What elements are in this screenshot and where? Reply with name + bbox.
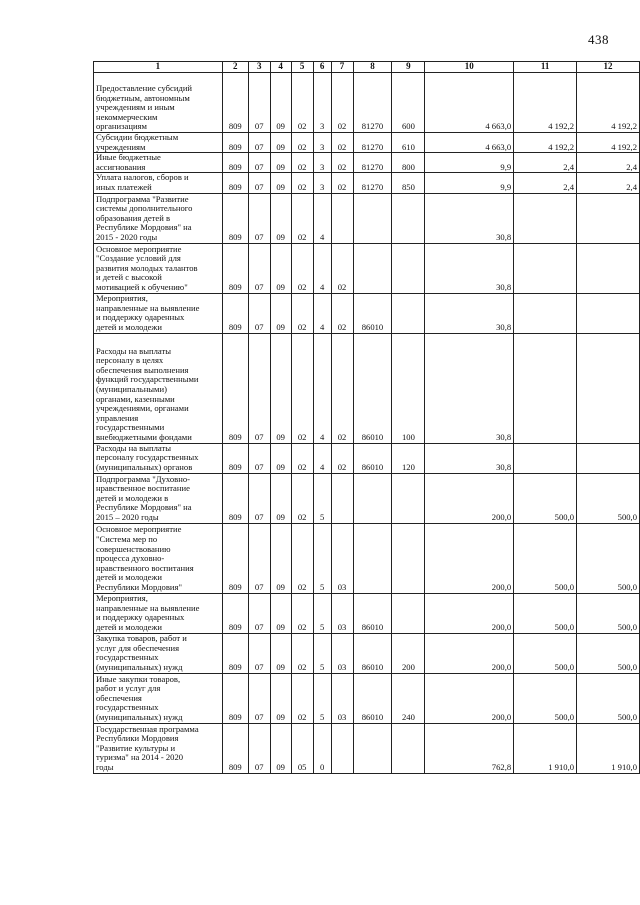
program-cell: 02 — [291, 153, 313, 173]
column-header: 2 — [222, 62, 248, 73]
table-row — [94, 173, 640, 193]
activity-cell — [331, 723, 353, 773]
table-row — [94, 593, 640, 633]
subsection-cell: 09 — [270, 673, 291, 723]
amount-cell: 500,0 — [577, 523, 640, 593]
activity-cell: 02 — [331, 293, 353, 333]
direction-cell: 86010 — [353, 293, 392, 333]
column-header: 6 — [313, 62, 331, 73]
amount-cell: 4 192,2 — [514, 73, 577, 133]
program-cell: 02 — [291, 193, 313, 243]
section-cell: 07 — [248, 673, 270, 723]
program-cell: 02 — [291, 333, 313, 443]
amount-cell: 762,8 — [425, 723, 514, 773]
section-cell: 07 — [248, 473, 270, 523]
section-cell: 07 — [248, 73, 270, 133]
expense-type-cell — [392, 293, 425, 333]
amount-cell: 2,4 — [577, 173, 640, 193]
amount-cell: 500,0 — [514, 593, 577, 633]
program-cell: 02 — [291, 173, 313, 193]
subprogram-cell: 4 — [313, 293, 331, 333]
direction-cell: 81270 — [353, 153, 392, 173]
amount-cell — [514, 333, 577, 443]
amount-cell: 500,0 — [577, 673, 640, 723]
expense-type-cell — [392, 523, 425, 593]
section-cell: 07 — [248, 443, 270, 473]
expense-type-cell — [392, 243, 425, 293]
amount-cell — [514, 243, 577, 293]
amount-cell: 200,0 — [425, 673, 514, 723]
section-cell: 07 — [248, 243, 270, 293]
code-cell: 809 — [222, 473, 248, 523]
section-cell: 07 — [248, 153, 270, 173]
item-name-cell: Иные бюджетные ассигнования — [94, 153, 223, 173]
amount-cell — [514, 443, 577, 473]
table-row — [94, 333, 640, 443]
subprogram-cell: 0 — [313, 723, 331, 773]
direction-cell: 86010 — [353, 633, 392, 673]
code-cell: 809 — [222, 73, 248, 133]
amount-cell: 500,0 — [514, 673, 577, 723]
amount-cell: 500,0 — [577, 473, 640, 523]
amount-cell: 1 910,0 — [577, 723, 640, 773]
amount-cell: 30,8 — [425, 243, 514, 293]
direction-cell: 81270 — [353, 133, 392, 153]
amount-cell — [514, 193, 577, 243]
subprogram-cell: 5 — [313, 633, 331, 673]
direction-cell — [353, 473, 392, 523]
table-header-row — [94, 62, 640, 73]
subprogram-cell: 5 — [313, 673, 331, 723]
program-cell: 02 — [291, 593, 313, 633]
code-cell: 809 — [222, 633, 248, 673]
subsection-cell: 09 — [270, 593, 291, 633]
subprogram-cell: 4 — [313, 193, 331, 243]
amount-cell: 200,0 — [425, 473, 514, 523]
direction-cell: 81270 — [353, 173, 392, 193]
code-cell: 809 — [222, 153, 248, 173]
item-name-cell: Основное мероприятие "Система мер по совершенствованию процесса духовно- нравственного воспитания детей и молодежи Республики Мордовия" — [94, 523, 223, 593]
program-cell: 02 — [291, 243, 313, 293]
table-row — [94, 633, 640, 673]
program-cell: 02 — [291, 443, 313, 473]
expense-type-cell: 850 — [392, 173, 425, 193]
activity-cell — [331, 473, 353, 523]
column-header: 11 — [514, 62, 577, 73]
subsection-cell: 09 — [270, 193, 291, 243]
section-cell: 07 — [248, 193, 270, 243]
activity-cell: 03 — [331, 673, 353, 723]
code-cell: 809 — [222, 523, 248, 593]
direction-cell — [353, 243, 392, 293]
column-header: 12 — [577, 62, 640, 73]
table-body — [94, 73, 640, 774]
budget-table — [93, 61, 640, 774]
subsection-cell: 09 — [270, 723, 291, 773]
direction-cell — [353, 193, 392, 243]
amount-cell: 30,8 — [425, 193, 514, 243]
code-cell: 809 — [222, 133, 248, 153]
amount-cell: 200,0 — [425, 633, 514, 673]
subsection-cell: 09 — [270, 73, 291, 133]
program-cell: 02 — [291, 293, 313, 333]
activity-cell: 02 — [331, 153, 353, 173]
section-cell: 07 — [248, 293, 270, 333]
section-cell: 07 — [248, 333, 270, 443]
expense-type-cell: 610 — [392, 133, 425, 153]
expense-type-cell: 600 — [392, 73, 425, 133]
item-name-cell: Подпрограмма "Развитие системы дополнительного образования детей в Республике Мордовия" на 2015 - 2020 годы — [94, 193, 223, 243]
item-name-cell: Мероприятия, направленные на выявление и поддержку одаренных детей и молодежи — [94, 593, 223, 633]
table-row — [94, 73, 640, 133]
item-name-cell: Мероприятия, направленные на выявление и поддержку одаренных детей и молодежи — [94, 293, 223, 333]
column-header: 4 — [270, 62, 291, 73]
amount-cell: 500,0 — [577, 593, 640, 633]
expense-type-cell — [392, 593, 425, 633]
subprogram-cell: 5 — [313, 523, 331, 593]
subsection-cell: 09 — [270, 333, 291, 443]
subprogram-cell: 4 — [313, 443, 331, 473]
code-cell: 809 — [222, 593, 248, 633]
amount-cell: 9,9 — [425, 173, 514, 193]
expense-type-cell: 100 — [392, 333, 425, 443]
amount-cell — [577, 333, 640, 443]
activity-cell: 02 — [331, 73, 353, 133]
amount-cell: 4 192,2 — [514, 133, 577, 153]
expense-type-cell: 240 — [392, 673, 425, 723]
amount-cell: 500,0 — [514, 473, 577, 523]
section-cell: 07 — [248, 593, 270, 633]
table-row — [94, 153, 640, 173]
amount-cell: 200,0 — [425, 593, 514, 633]
column-header: 1 — [94, 62, 223, 73]
program-cell: 02 — [291, 523, 313, 593]
amount-cell — [577, 243, 640, 293]
program-cell: 02 — [291, 73, 313, 133]
item-name-cell: Подпрограмма "Духовно- нравственное воспитание детей и молодежи в Республике Мордовия" на 2015 – 2020 годы — [94, 473, 223, 523]
amount-cell — [577, 193, 640, 243]
amount-cell: 500,0 — [514, 523, 577, 593]
subsection-cell: 09 — [270, 473, 291, 523]
code-cell: 809 — [222, 243, 248, 293]
item-name-cell: Расходы на выплаты персоналу государственных (муниципальных) органов — [94, 443, 223, 473]
column-header: 8 — [353, 62, 392, 73]
program-cell: 02 — [291, 673, 313, 723]
subprogram-cell: 3 — [313, 73, 331, 133]
direction-cell: 86010 — [353, 333, 392, 443]
activity-cell: 02 — [331, 133, 353, 153]
subprogram-cell: 4 — [313, 333, 331, 443]
amount-cell: 2,4 — [577, 153, 640, 173]
subprogram-cell: 5 — [313, 593, 331, 633]
code-cell: 809 — [222, 173, 248, 193]
item-name-cell: Иные закупки товаров, работ и услуг для обеспечения государственных (муниципальных) нужд — [94, 673, 223, 723]
page-number: 438 — [588, 32, 609, 47]
subsection-cell: 09 — [270, 443, 291, 473]
expense-type-cell — [392, 193, 425, 243]
expense-type-cell: 120 — [392, 443, 425, 473]
expense-type-cell: 200 — [392, 633, 425, 673]
amount-cell: 500,0 — [577, 633, 640, 673]
code-cell: 809 — [222, 193, 248, 243]
item-name-cell: Субсидии бюджетным учреждениям — [94, 133, 223, 153]
amount-cell: 4 192,2 — [577, 73, 640, 133]
item-name-cell: Государственная программа Республики Мордовия "Развитие культуры и туризма" на 2014 - 2020 годы — [94, 723, 223, 773]
subsection-cell: 09 — [270, 173, 291, 193]
direction-cell: 86010 — [353, 673, 392, 723]
column-header: 10 — [425, 62, 514, 73]
subsection-cell: 09 — [270, 523, 291, 593]
expense-type-cell — [392, 473, 425, 523]
program-cell: 02 — [291, 473, 313, 523]
column-header: 7 — [331, 62, 353, 73]
item-name-cell: Основное мероприятие "Создание условий для развития молодых талантов и детей с высокой мотивацией к обучению" — [94, 243, 223, 293]
amount-cell: 2,4 — [514, 173, 577, 193]
section-cell: 07 — [248, 723, 270, 773]
subsection-cell: 09 — [270, 133, 291, 153]
activity-cell — [331, 193, 353, 243]
amount-cell: 200,0 — [425, 523, 514, 593]
subsection-cell: 09 — [270, 153, 291, 173]
table-row — [94, 523, 640, 593]
section-cell: 07 — [248, 633, 270, 673]
table-row — [94, 673, 640, 723]
amount-cell — [514, 293, 577, 333]
code-cell: 809 — [222, 673, 248, 723]
direction-cell — [353, 523, 392, 593]
amount-cell: 9,9 — [425, 153, 514, 173]
activity-cell: 03 — [331, 523, 353, 593]
subsection-cell: 09 — [270, 243, 291, 293]
section-cell: 07 — [248, 523, 270, 593]
section-cell: 07 — [248, 133, 270, 153]
direction-cell: 86010 — [353, 593, 392, 633]
activity-cell: 03 — [331, 633, 353, 673]
activity-cell: 02 — [331, 173, 353, 193]
code-cell: 809 — [222, 293, 248, 333]
amount-cell — [577, 293, 640, 333]
amount-cell: 30,8 — [425, 443, 514, 473]
code-cell: 809 — [222, 333, 248, 443]
subprogram-cell: 3 — [313, 133, 331, 153]
subprogram-cell: 3 — [313, 173, 331, 193]
item-name-cell: Предоставление субсидий бюджетным, автономным учреждениям и иным некоммерческим организациям — [94, 73, 223, 133]
amount-cell: 1 910,0 — [514, 723, 577, 773]
program-cell: 02 — [291, 633, 313, 673]
table-row — [94, 473, 640, 523]
table-row — [94, 443, 640, 473]
amount-cell: 4 192,2 — [577, 133, 640, 153]
direction-cell: 81270 — [353, 73, 392, 133]
table-row — [94, 243, 640, 293]
amount-cell: 4 663,0 — [425, 73, 514, 133]
column-header: 3 — [248, 62, 270, 73]
program-cell: 05 — [291, 723, 313, 773]
table-row — [94, 293, 640, 333]
amount-cell: 500,0 — [514, 633, 577, 673]
subprogram-cell: 3 — [313, 153, 331, 173]
amount-cell: 4 663,0 — [425, 133, 514, 153]
activity-cell: 03 — [331, 593, 353, 633]
item-name-cell: Уплата налогов, сборов и иных платежей — [94, 173, 223, 193]
direction-cell — [353, 723, 392, 773]
direction-cell: 86010 — [353, 443, 392, 473]
activity-cell: 02 — [331, 333, 353, 443]
column-header: 5 — [291, 62, 313, 73]
activity-cell: 02 — [331, 243, 353, 293]
subprogram-cell: 4 — [313, 243, 331, 293]
table-row — [94, 193, 640, 243]
item-name-cell: Расходы на выплаты персоналу в целях обеспечения выполнения функций государственными (муниципальными) органами, казенными учреждениями, органами управления государственными внебюджетными фондами — [94, 333, 223, 443]
amount-cell: 2,4 — [514, 153, 577, 173]
amount-cell — [577, 443, 640, 473]
expense-type-cell — [392, 723, 425, 773]
subsection-cell: 09 — [270, 293, 291, 333]
code-cell: 809 — [222, 443, 248, 473]
code-cell: 809 — [222, 723, 248, 773]
expense-type-cell: 800 — [392, 153, 425, 173]
section-cell: 07 — [248, 173, 270, 193]
subsection-cell: 09 — [270, 633, 291, 673]
item-name-cell: Закупка товаров, работ и услуг для обеспечения государственных (муниципальных) нужд — [94, 633, 223, 673]
program-cell: 02 — [291, 133, 313, 153]
subprogram-cell: 5 — [313, 473, 331, 523]
activity-cell: 02 — [331, 443, 353, 473]
table-row — [94, 133, 640, 153]
amount-cell: 30,8 — [425, 333, 514, 443]
table-row — [94, 723, 640, 773]
amount-cell: 30,8 — [425, 293, 514, 333]
column-header: 9 — [392, 62, 425, 73]
